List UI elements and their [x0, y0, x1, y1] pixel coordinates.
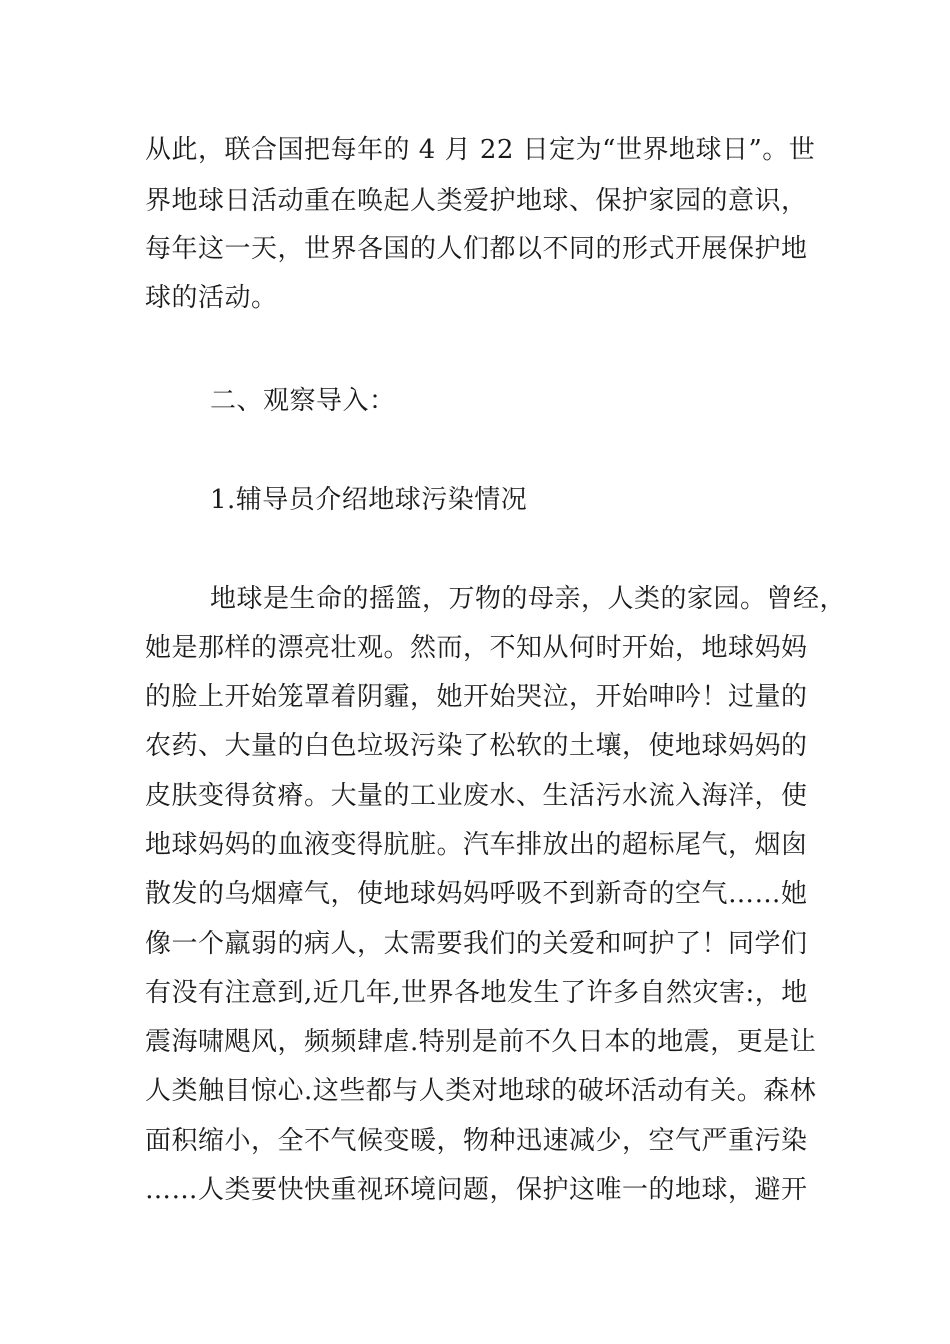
- body-line-4: 农药、大量的白色垃圾污染了松软的土壤，使地球妈妈的: [145, 731, 808, 761]
- body-line-11: 人类触目惊心.这些都与人类对地球的破坏活动有关。森林: [145, 1076, 817, 1106]
- intro-line-1: 从此，联合国把每年的 4 月 22 日定为“世界地球日”。世: [145, 135, 816, 165]
- body-line-3: 的脸上开始笼罩着阴霾，她开始哭泣，开始呻吟！过量的: [145, 682, 808, 712]
- body-line-7: 散发的乌烟瘴气，使地球妈妈呼吸不到新奇的空气……她: [145, 879, 808, 909]
- subsection-heading: 1.辅导员介绍地球污染情况: [210, 485, 528, 515]
- body-line-8: 像一个羸弱的病人，太需要我们的关爱和呵护了！同学们: [145, 929, 808, 959]
- body-line-10: 震海啸飓风，频频肆虐.特别是前不久日本的地震，更是让: [145, 1027, 817, 1057]
- body-line-9: 有没有注意到,近几年,世界各地发生了许多自然灾害:，地: [145, 978, 808, 1008]
- body-line-13: ……人类要快快重视环境问题，保护这唯一的地球，避开: [145, 1175, 808, 1205]
- body-line-5: 皮肤变得贫瘠。大量的工业废水、生活污水流入海洋，使: [145, 781, 808, 811]
- body-line-2: 她是那样的漂亮壮观。然而，不知从何时开始，地球妈妈: [145, 633, 808, 663]
- body-line-1: 地球是生命的摇篮，万物的母亲，人类的家园。曾经，: [210, 584, 847, 614]
- intro-line-2: 界地球日活动重在唤起人类爱护地球、保护家园的意识，: [145, 186, 808, 216]
- intro-line-4: 球的活动。: [145, 283, 278, 313]
- intro-line-3: 每年这一天，世界各国的人们都以不同的形式开展保护地: [145, 234, 808, 264]
- body-line-6: 地球妈妈的血液变得肮脏。汽车排放出的超标尾气，烟囱: [145, 830, 808, 860]
- section-heading: 二、观察导入：: [210, 386, 396, 416]
- body-line-12: 面积缩小，全不气候变暖，物种迅速减少，空气严重污染: [145, 1126, 808, 1156]
